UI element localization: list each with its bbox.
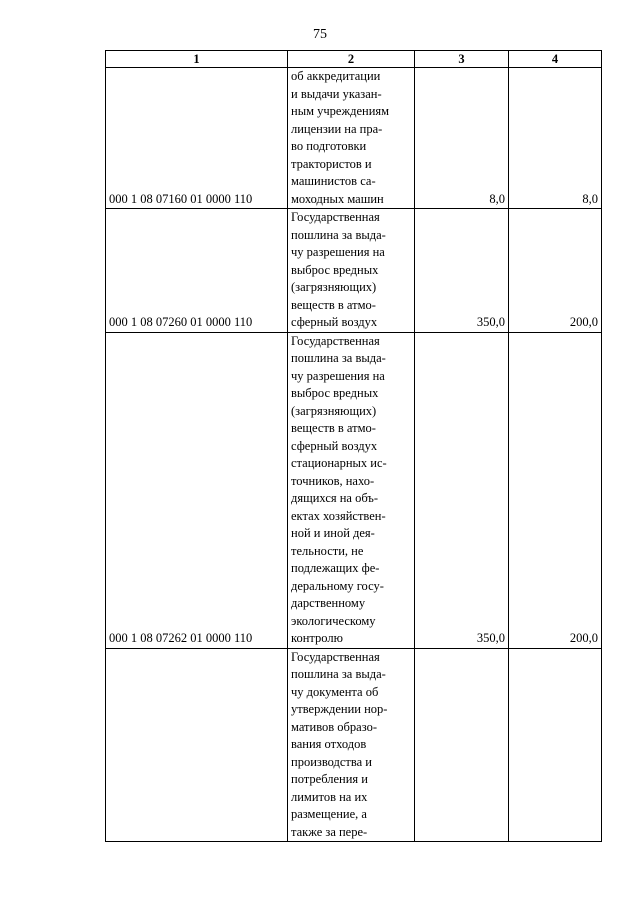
- description-line: пошлина за выда-: [291, 227, 386, 242]
- description-line: Государственная: [291, 649, 380, 664]
- description-line: трактористов и: [291, 156, 372, 171]
- description-line: точников, нахо-: [291, 473, 375, 488]
- revenue-description: [288, 68, 415, 209]
- description-line: дарственному: [291, 596, 366, 610]
- amount-col-3: 8,0: [415, 68, 509, 209]
- description-line: экологическому: [291, 613, 376, 628]
- description-line: стационарных ис-: [291, 456, 387, 470]
- description-line: ной и иной дея-: [291, 526, 375, 540]
- description-line: подлежащих фе-: [291, 561, 380, 575]
- page-number: 75: [313, 27, 327, 42]
- description-line: размещение, а: [291, 807, 367, 821]
- description-line: веществ в атмо-: [291, 297, 376, 312]
- header-col-2: 2: [288, 51, 415, 68]
- amount-col-3: [415, 648, 509, 842]
- description-line: пошлина за выда-: [291, 667, 386, 681]
- description-line: лимитов на их: [291, 789, 368, 804]
- budget-classification-code: 000 1 08 07260 01 0000 110: [106, 209, 288, 333]
- description-line: сферный воздух: [291, 315, 378, 329]
- description-line: вания отходов: [291, 737, 367, 751]
- budget-classification-code: [106, 648, 288, 842]
- revenue-description: [288, 209, 415, 333]
- description-line: чу разрешения на: [291, 245, 385, 259]
- description-line: сферный воздух: [291, 438, 378, 453]
- description-line: потребления и: [291, 772, 368, 786]
- description-line: мативов образо-: [291, 719, 377, 734]
- revenue-description: [288, 332, 415, 648]
- table-row: [106, 648, 602, 842]
- table-row: [106, 209, 602, 333]
- description-line: пошлина за выда-: [291, 351, 386, 365]
- amount-col-4: [509, 648, 602, 842]
- amount-col-3: 350,0: [415, 332, 509, 648]
- description-line: чу документа об: [291, 684, 379, 699]
- amount-col-4: 8,0: [509, 68, 602, 209]
- amount-col-3: 350,0: [415, 209, 509, 333]
- header-col-3: 3: [415, 51, 509, 68]
- description-line: тельности, не: [291, 543, 364, 558]
- revenue-codes-table: [105, 50, 602, 842]
- description-line: Государственная: [291, 333, 380, 348]
- table-row: [106, 332, 602, 648]
- amount-col-4: 200,0: [509, 209, 602, 333]
- revenue-description: [288, 648, 415, 842]
- description-line: ным учреждениям: [291, 104, 390, 118]
- description-line: моходных машин: [291, 191, 384, 206]
- description-line: дящихся на объ-: [291, 491, 379, 505]
- description-line: контролю: [291, 631, 343, 645]
- description-line: машинистов са-: [291, 174, 376, 188]
- description-line: (загрязняющих): [291, 280, 377, 294]
- description-line: веществ в атмо-: [291, 421, 376, 435]
- description-line: деральному госу-: [291, 578, 384, 593]
- table-header-row: [106, 51, 602, 68]
- amount-col-4: 200,0: [509, 332, 602, 648]
- description-line: производства и: [291, 754, 372, 769]
- description-line: выброс вредных: [291, 262, 379, 277]
- description-line: об аккредитации: [291, 69, 381, 83]
- budget-classification-code: 000 1 08 07160 01 0000 110: [106, 68, 288, 209]
- description-line: и выдачи указан-: [291, 86, 382, 101]
- description-line: лицензии на пра-: [291, 121, 383, 136]
- description-line: утверждении нор-: [291, 702, 388, 716]
- table-row: [106, 68, 602, 209]
- description-line: ектах хозяйствен-: [291, 508, 386, 523]
- description-line: (загрязняющих): [291, 403, 377, 418]
- description-line: во подготовки: [291, 139, 367, 153]
- header-col-1: 1: [106, 51, 288, 68]
- description-line: Государственная: [291, 210, 380, 224]
- header-col-4: 4: [509, 51, 602, 68]
- budget-classification-code: 000 1 08 07262 01 0000 110: [106, 332, 288, 648]
- description-line: также за пере-: [291, 824, 368, 839]
- table-body: [106, 68, 602, 842]
- description-line: выброс вредных: [291, 386, 379, 400]
- description-line: чу разрешения на: [291, 368, 385, 383]
